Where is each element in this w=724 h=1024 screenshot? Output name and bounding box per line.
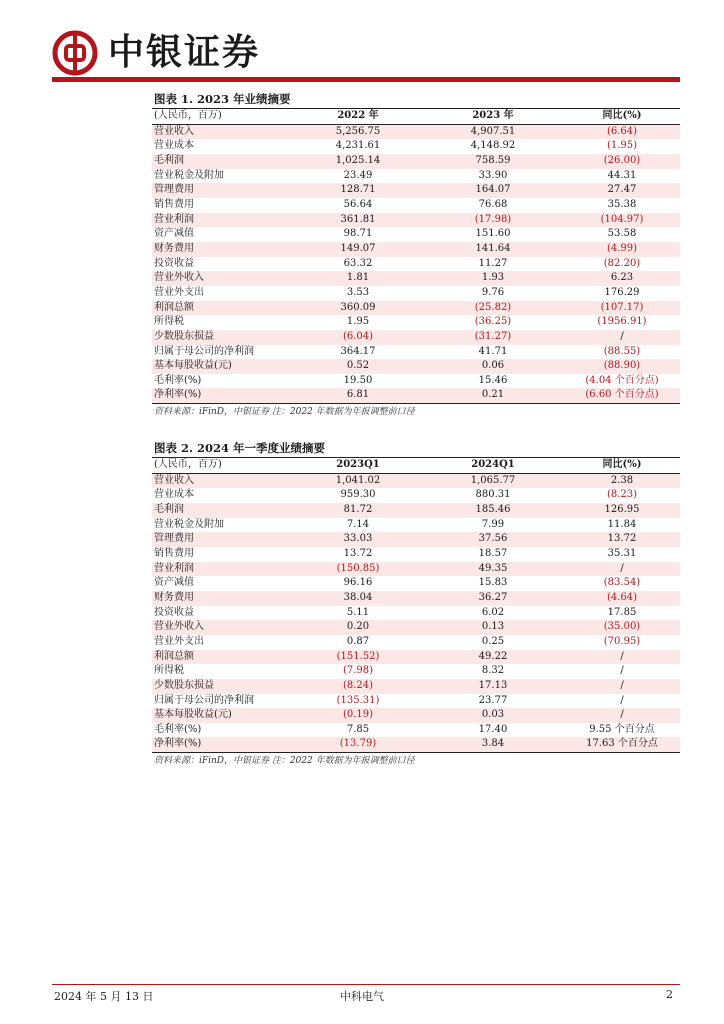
row-value: 13.72 (343, 547, 373, 559)
row-value: (107.17) (562, 301, 680, 316)
row-value: (88.90) (562, 359, 680, 374)
row-value: 1,025.14 (292, 154, 422, 169)
row-value: 1.95 (346, 316, 370, 328)
row-value: 0.13 (422, 620, 562, 635)
row-value: 35.31 (607, 547, 637, 559)
footer-page-number: 2 (666, 988, 673, 1001)
row-label: 利润总额 (152, 301, 292, 316)
row-label: 管理费用 (152, 532, 292, 547)
table-row (152, 606, 680, 621)
row-label: 少数股东损益 (152, 679, 292, 694)
row-value: 9.55 个百分点 (589, 723, 655, 735)
row-label: 营业利润 (152, 213, 292, 228)
row-label: 财务费用 (152, 242, 292, 257)
row-value: 176.29 (604, 286, 640, 298)
row-value: 6.81 (292, 388, 422, 403)
table-row (152, 242, 680, 257)
table-row (152, 388, 680, 403)
row-value: 0.03 (422, 708, 562, 723)
table-row (152, 124, 680, 139)
row-value: (151.52) (292, 650, 422, 665)
row-label: 毛利润 (152, 154, 292, 169)
row-value: 1,041.02 (292, 473, 422, 488)
table-row (152, 723, 680, 738)
row-value: 8.32 (481, 665, 505, 677)
row-value: (17.98) (422, 213, 562, 228)
table-row (152, 359, 680, 374)
row-value: (7.98) (342, 665, 374, 677)
row-value: 63.32 (343, 257, 373, 269)
row-value: (4.64) (562, 591, 680, 606)
row-value: / (620, 694, 624, 706)
row-value: 1.93 (422, 271, 562, 286)
row-value: / (562, 708, 680, 723)
row-label: 营业外支出 (154, 635, 204, 647)
table2 (152, 458, 680, 752)
row-value: (36.25) (474, 316, 512, 328)
row-label: 归属于母公司的净利润 (154, 345, 254, 357)
row-value: (135.31) (336, 694, 380, 706)
row-value: 11.27 (478, 257, 508, 269)
table-row (152, 301, 680, 316)
row-value: 4,907.51 (422, 124, 562, 139)
row-label: 销售费用 (154, 198, 194, 210)
table-row (152, 620, 680, 635)
row-label: 毛利率(%) (154, 374, 202, 386)
row-value: 37.56 (422, 532, 562, 547)
table-row (152, 547, 680, 562)
footer-date: 2024 年 5 月 13 日 (54, 990, 154, 1003)
row-value: 185.46 (422, 503, 562, 518)
row-label: 净利率(%) (152, 388, 292, 403)
row-value: 5.11 (346, 606, 370, 618)
table1-title: 图表 1. 2023 年业绩摘要 (154, 92, 291, 106)
row-label: 归属于母公司的净利润 (154, 694, 254, 706)
row-label: 营业外收入 (152, 271, 292, 286)
table2-source: 资料来源：iFinD，中银证券 注：2022 年数据为年报调整前口径 (154, 756, 415, 767)
table1-section (152, 90, 680, 419)
table-row (152, 330, 680, 345)
row-value: 98.71 (343, 228, 373, 240)
row-value: 0.25 (481, 635, 505, 647)
table-row (152, 694, 680, 709)
table-row (152, 139, 680, 154)
footer-rule (52, 984, 680, 985)
row-label: 资产减值 (154, 577, 194, 589)
table-row (152, 518, 680, 533)
row-label: 营业成本 (154, 489, 194, 501)
table-row (152, 374, 680, 389)
row-value: 361.81 (292, 213, 422, 228)
table2-header-col2: 2024Q1 (422, 458, 562, 473)
row-label: 营业利润 (152, 562, 292, 577)
row-value: 0.52 (292, 359, 422, 374)
row-value: (82.20) (603, 257, 641, 269)
row-value: 19.50 (343, 374, 373, 386)
row-value: 1,065.77 (422, 473, 562, 488)
bank-of-china-logo-icon (52, 30, 98, 76)
table-row (152, 488, 680, 503)
header-rule (52, 77, 680, 82)
table-row (152, 213, 680, 228)
row-label: 销售费用 (154, 547, 194, 559)
table2-header-col3: 同比(%) (562, 458, 680, 473)
row-value: 364.17 (340, 345, 376, 357)
row-value: 76.68 (478, 198, 508, 210)
brand-name: 中银证券 (108, 32, 261, 73)
table1-header-row (152, 109, 680, 124)
row-value: (31.27) (422, 330, 562, 345)
row-label: 少数股东损益 (152, 330, 292, 345)
table-row (152, 591, 680, 606)
row-value: (8.23) (606, 489, 638, 501)
row-value: / (620, 665, 624, 677)
row-value: 0.21 (422, 388, 562, 403)
row-value: (83.54) (603, 577, 641, 589)
row-value: / (562, 650, 680, 665)
table-row (152, 532, 680, 547)
table-row (152, 286, 680, 301)
row-value: 27.47 (562, 183, 680, 198)
table-row (152, 271, 680, 286)
row-value: 23.49 (343, 169, 373, 181)
row-value: (4.99) (562, 242, 680, 257)
row-value: 18.57 (478, 547, 508, 559)
row-value: 141.64 (422, 242, 562, 257)
row-value: 56.64 (343, 198, 373, 210)
row-value: 7.99 (481, 518, 505, 530)
row-value: 5,256.75 (292, 124, 422, 139)
row-value: (4.04 个百分点) (585, 374, 659, 386)
row-value: 38.04 (292, 591, 422, 606)
row-value: 17.85 (607, 606, 637, 618)
row-label: 所得税 (154, 665, 184, 677)
row-value: 149.07 (292, 242, 422, 257)
table1-header-col3: 同比(%) (562, 109, 680, 124)
table-row (152, 169, 680, 184)
table1-header-col1: 2022 年 (292, 109, 422, 124)
row-value: 6.02 (481, 606, 505, 618)
row-value: 2.38 (562, 473, 680, 488)
table-row (152, 635, 680, 650)
row-value: 35.38 (607, 198, 637, 210)
row-label: 营业外支出 (154, 286, 204, 298)
row-value: 3.84 (422, 737, 562, 752)
table-row (152, 562, 680, 577)
row-value: 126.95 (562, 503, 680, 518)
row-label: 营业税金及附加 (154, 169, 224, 181)
row-label: 营业税金及附加 (154, 518, 224, 530)
row-value: / (562, 679, 680, 694)
table2-header-unit: (人民币，百万) (152, 458, 292, 473)
table-row (152, 227, 680, 242)
row-value: 164.07 (422, 183, 562, 198)
row-value: 17.63 个百分点 (562, 737, 680, 752)
row-label: 基本每股收益(元) (152, 359, 292, 374)
table1-source: 资料来源：iFinD，中银证券 注：2022 年数据为年报调整前口径 (154, 407, 415, 418)
row-label: 营业收入 (152, 473, 292, 488)
table-row (152, 737, 680, 752)
row-value: (6.04) (292, 330, 422, 345)
row-value: 49.22 (422, 650, 562, 665)
table-row (152, 576, 680, 591)
row-label: 投资收益 (154, 257, 194, 269)
row-value: 360.09 (292, 301, 422, 316)
row-value: 81.72 (292, 503, 422, 518)
table2-header-row (152, 458, 680, 473)
row-label: 毛利率(%) (154, 723, 202, 735)
row-value: 44.31 (607, 169, 637, 181)
row-label: 基本每股收益(元) (152, 708, 292, 723)
table1 (152, 109, 680, 403)
table1-header-col2: 2023 年 (422, 109, 562, 124)
row-value: 13.72 (562, 532, 680, 547)
row-value: 0.20 (292, 620, 422, 635)
row-value: 1.81 (292, 271, 422, 286)
row-value: (70.95) (603, 635, 641, 647)
row-value: 6.23 (562, 271, 680, 286)
row-value: (88.55) (603, 345, 641, 357)
table-row (152, 664, 680, 679)
row-value: / (562, 330, 680, 345)
row-value: (1956.91) (597, 316, 647, 328)
footer-company: 中科电气 (340, 990, 384, 1003)
row-value: 11.84 (607, 518, 637, 530)
row-label: 财务费用 (152, 591, 292, 606)
row-value: 17.13 (422, 679, 562, 694)
row-value: 41.71 (478, 345, 508, 357)
row-label: 营业成本 (154, 140, 194, 152)
row-value: 3.53 (346, 286, 370, 298)
row-label: 管理费用 (152, 183, 292, 198)
row-value: (0.19) (292, 708, 422, 723)
row-value: 7.85 (346, 723, 370, 735)
row-value: / (562, 562, 680, 577)
row-value: 4,231.61 (335, 140, 381, 152)
row-value: 4,148.92 (470, 140, 516, 152)
table-row (152, 198, 680, 213)
row-value: 53.58 (607, 228, 637, 240)
table-row (152, 257, 680, 272)
row-value: 49.35 (422, 562, 562, 577)
table-row (152, 708, 680, 723)
table-row (152, 650, 680, 665)
row-value: 96.16 (343, 577, 373, 589)
row-value: 880.31 (475, 489, 511, 501)
row-value: 151.60 (475, 228, 511, 240)
row-label: 投资收益 (154, 606, 194, 618)
row-value: (8.24) (292, 679, 422, 694)
row-value: (6.64) (562, 124, 680, 139)
table-row (152, 315, 680, 330)
row-label: 毛利润 (152, 503, 292, 518)
row-label: 利润总额 (152, 650, 292, 665)
row-label: 营业收入 (152, 124, 292, 139)
table-row (152, 183, 680, 198)
row-label: 资产减值 (154, 228, 194, 240)
row-value: 15.46 (478, 374, 508, 386)
row-label: 所得税 (154, 316, 184, 328)
row-value: 7.14 (346, 518, 370, 530)
row-value: (150.85) (292, 562, 422, 577)
row-value: (104.97) (562, 213, 680, 228)
table-row (152, 503, 680, 518)
table-row (152, 679, 680, 694)
table2-header-col1: 2023Q1 (292, 458, 422, 473)
table1-bottom-rule (152, 403, 680, 404)
row-value: 36.27 (422, 591, 562, 606)
row-value: 0.87 (346, 635, 370, 647)
row-value: 15.83 (478, 577, 508, 589)
table-row (152, 345, 680, 360)
row-value: (1.95) (606, 140, 638, 152)
row-value: (25.82) (422, 301, 562, 316)
row-value: (13.79) (292, 737, 422, 752)
row-value: 959.30 (340, 489, 376, 501)
row-value: 9.76 (481, 286, 505, 298)
table2-title: 图表 2. 2024 年一季度业绩摘要 (154, 441, 326, 455)
table2-bottom-rule (152, 752, 680, 753)
row-value: 33.03 (292, 532, 422, 547)
row-value: (6.60 个百分点) (562, 388, 680, 403)
row-value: (35.00) (562, 620, 680, 635)
row-value: 33.90 (478, 169, 508, 181)
row-value: 128.71 (292, 183, 422, 198)
table-row (152, 473, 680, 488)
table-row (152, 154, 680, 169)
row-value: 17.40 (478, 723, 508, 735)
row-label: 净利率(%) (152, 737, 292, 752)
row-value: 758.59 (422, 154, 562, 169)
row-value: 0.06 (422, 359, 562, 374)
row-value: (26.00) (562, 154, 680, 169)
page-header (52, 28, 260, 78)
table1-header-unit: (人民币，百万) (152, 109, 292, 124)
row-value: 23.77 (478, 694, 508, 706)
row-label: 营业外收入 (152, 620, 292, 635)
table2-section (152, 439, 680, 768)
